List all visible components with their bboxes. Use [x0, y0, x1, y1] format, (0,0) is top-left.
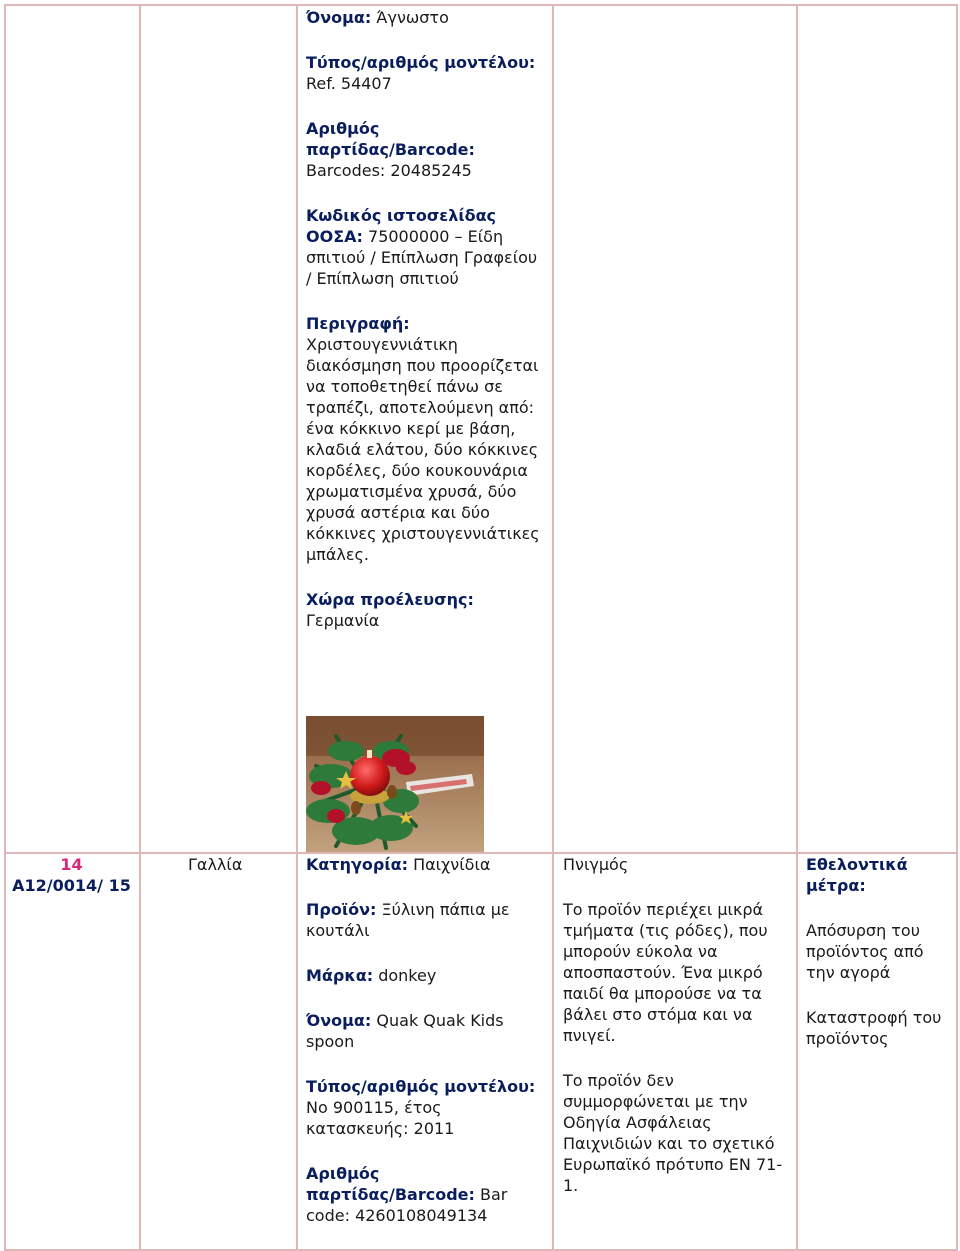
table-border-top — [4, 4, 958, 6]
detail-brand: Μάρκα: donkey — [306, 966, 437, 985]
risk-description: Το προϊόν περιέχει μικρά τμήματα (τις ρόδες), που μπορούν εύκολα να αποσπαστούν. Ένα μικρό παιδί θα μπορούσε να τα βάλει στο στόμα και να πνιγεί. — [563, 900, 768, 1045]
detail-origin: Χώρα προέλευσης: Γερμανία — [306, 590, 474, 630]
detail-description: Περιγραφή: Χριστουγεννιάτικη διακόσμηση που προορίζεται να τοποθετηθεί πάνω σε τραπέζι, αποτελούμενη από: ένα κόκκινο κερί με βάση, κλαδιά ελάτου, δύο κόκκινες κορδέλες, δύο κουκουνάρια χρωματισμένα χρυσά, δύο χρυσά αστέρια και δύο κόκκινες χριστουγεννιάτικες μπάλες. — [306, 314, 540, 564]
country-cell: Γαλλία — [188, 855, 243, 874]
measures-cell — [806, 854, 951, 1049]
details-cell-top — [306, 7, 546, 631]
row-reference: A12/0014/ 15 — [12, 876, 131, 895]
risk-type: Πνιγμός — [563, 855, 629, 874]
detail-model: Τύπος/αριθμός μοντέλου: No 900115, έτος κατασκευής: 2011 — [306, 1077, 536, 1138]
details-cell-row14 — [306, 854, 546, 1226]
measure-withdrawal: Απόσυρση του προϊόντος από την αγορά — [806, 921, 924, 982]
row-number: 14 — [60, 855, 83, 874]
detail-name: Όνομα: Άγνωστο — [306, 8, 449, 27]
product-photo — [306, 716, 484, 852]
detail-barcode: Αριθμός παρτίδας/Barcode: Bar code: 4260108049134 — [306, 1164, 508, 1225]
risk-compliance: Το προϊόν δεν συμμορφώνεται με την Οδηγία Ασφάλειας Παιχνιδιών και το σχετικό Ευρωπαϊκό πρότυπο EN 71-1. — [563, 1071, 783, 1195]
detail-product: Προϊόν: Ξύλινη πάπια με κουτάλι — [306, 900, 510, 940]
table-border-col2 — [296, 4, 298, 1251]
table-border-col3 — [552, 4, 554, 1251]
detail-name: Όνομα: Quak Quak Kids spoon — [306, 1011, 504, 1051]
detail-category: Κατηγορία: Παιχνίδια — [306, 855, 491, 874]
detail-barcode: Αριθμός παρτίδας/Barcode: Barcodes: 20485245 — [306, 119, 475, 180]
measure-destruction: Καταστροφή του προϊόντος — [806, 1008, 942, 1048]
detail-oecd-code: Κωδικός ιστοσελίδας ΟΟΣΑ: 75000000 – Είδη σπιτιού / Επίπλωση Γραφείου / Επίπλωση σπιτιού — [306, 206, 538, 288]
table-border-right — [956, 4, 958, 1251]
measures-label: Εθελοντικά μέτρα: — [806, 855, 908, 895]
risk-cell — [563, 854, 788, 1196]
detail-model: Τύπος/αριθμός μοντέλου: Ref. 54407 — [306, 53, 536, 93]
table-border-col4 — [796, 4, 798, 1251]
table-border-col1 — [139, 4, 141, 1251]
table-border-left — [4, 4, 6, 1251]
christmas-candle-image — [306, 716, 484, 852]
